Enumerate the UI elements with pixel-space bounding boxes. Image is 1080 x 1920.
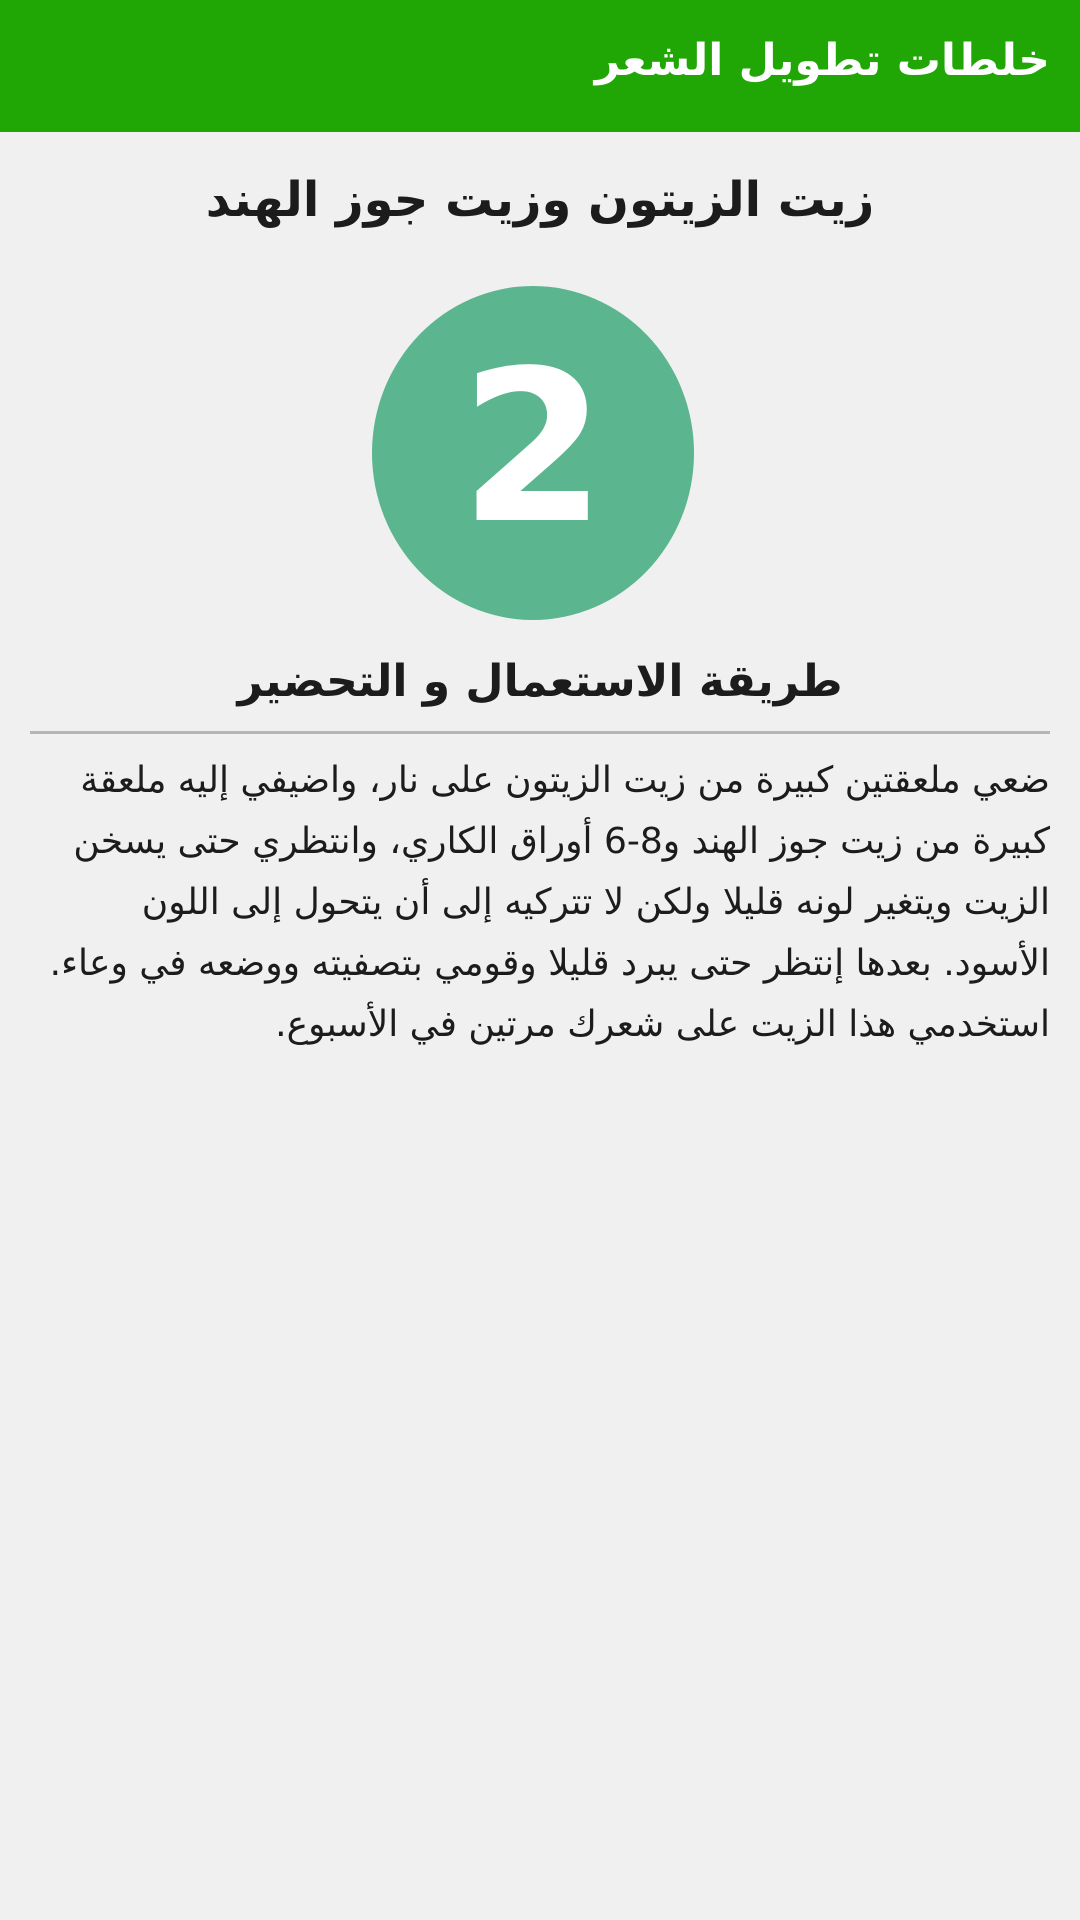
step-number-badge — [372, 286, 694, 620]
step-number: 2 — [459, 325, 607, 570]
app-title: خلطات تطويل الشعر — [594, 34, 1050, 86]
section-heading: طريقة الاستعمال و التحضير — [237, 656, 843, 707]
section-divider — [30, 731, 1050, 734]
recipe-title: زيت الزيتون وزيت جوز الهند — [205, 172, 875, 228]
app-bar — [0, 0, 1080, 132]
instructions-text: ضعي ملعقتين كبيرة من زيت الزيتون على نار، واضيفي إليه ملعقة كبيرة من زيت جوز الهند و8-6 أوراق الكاري، وانتظري حتى يسخن الزيت ويتغير لونه قليلا ولكن لا تتركيه إلى أن يتحول إلى اللون الأسود. بعدها إنتظر حتى يبرد قليلا وقومي بتصفيته ووضعه في وعاء. استخدمي هذا الزيت على شعرك مرتين في الأسبوع. — [49, 760, 1050, 1045]
